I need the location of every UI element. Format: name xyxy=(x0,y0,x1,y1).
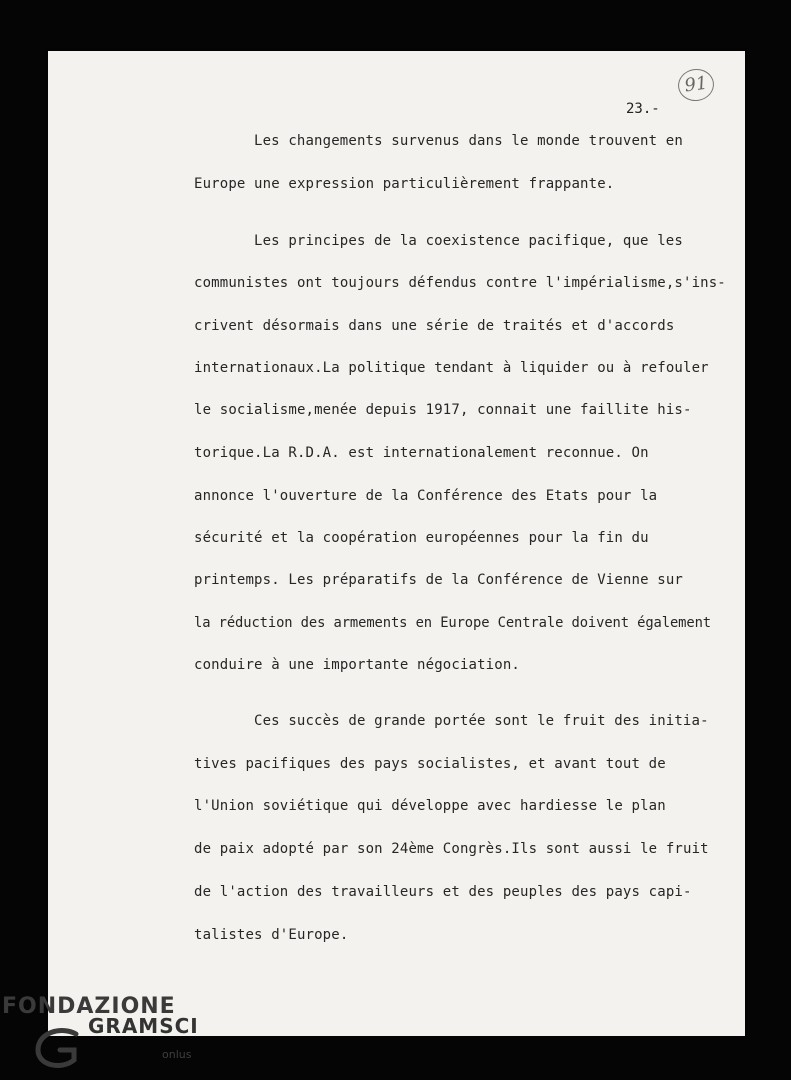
text-line: printemps. Les préparatifs de la Conférence de Vienne sur xyxy=(194,572,683,588)
text-line: annonce l'ouverture de la Conférence des Etats pour la xyxy=(194,488,658,504)
fondazione-gramsci-watermark xyxy=(2,994,202,1074)
text-line: talistes d'Europe. xyxy=(194,927,349,943)
gramsci-logo-icon xyxy=(32,1024,92,1072)
archive-number-stamp: 91 xyxy=(676,67,716,104)
document-page xyxy=(48,51,745,1036)
text-line: de l'action des travailleurs et des peuples des pays capi- xyxy=(194,884,692,900)
text-line: torique.La R.D.A. est internationalement reconnue. On xyxy=(194,445,649,461)
text-line: Les changements survenus dans le monde trouvent en xyxy=(254,133,683,149)
text-line: la réduction des armements en Europe Centrale doivent également xyxy=(194,615,712,631)
watermark-line-3: onlus xyxy=(162,1048,192,1061)
text-line: sécurité et la coopération européennes pour la fin du xyxy=(194,530,649,546)
text-line: l'Union soviétique qui développe avec hardiesse le plan xyxy=(194,798,666,814)
text-line: conduire à une importante négociation. xyxy=(194,657,520,673)
text-line: Les principes de la coexistence pacifique, que les xyxy=(254,233,683,249)
text-line: de paix adopté par son 24ème Congrès.Ils sont aussi le fruit xyxy=(194,841,709,857)
watermark-line-1: FONDAZIONE xyxy=(2,994,176,1019)
watermark-line-2: GRAMSCI xyxy=(88,1014,199,1038)
page-number: 23.- xyxy=(626,101,660,117)
text-line: Europe une expression particulièrement frappante. xyxy=(194,176,615,192)
text-line: Ces succès de grande portée sont le fruit des initia- xyxy=(254,713,709,729)
text-line: crivent désormais dans une série de traités et d'accords xyxy=(194,318,675,334)
text-line: tives pacifiques des pays socialistes, et avant tout de xyxy=(194,756,666,772)
text-line: internationaux.La politique tendant à liquider ou à refouler xyxy=(194,360,709,376)
text-line: communistes ont toujours défendus contre l'impérialisme,s'ins- xyxy=(194,275,726,291)
text-line: le socialisme,menée depuis 1917, connait une faillite his- xyxy=(194,402,692,418)
